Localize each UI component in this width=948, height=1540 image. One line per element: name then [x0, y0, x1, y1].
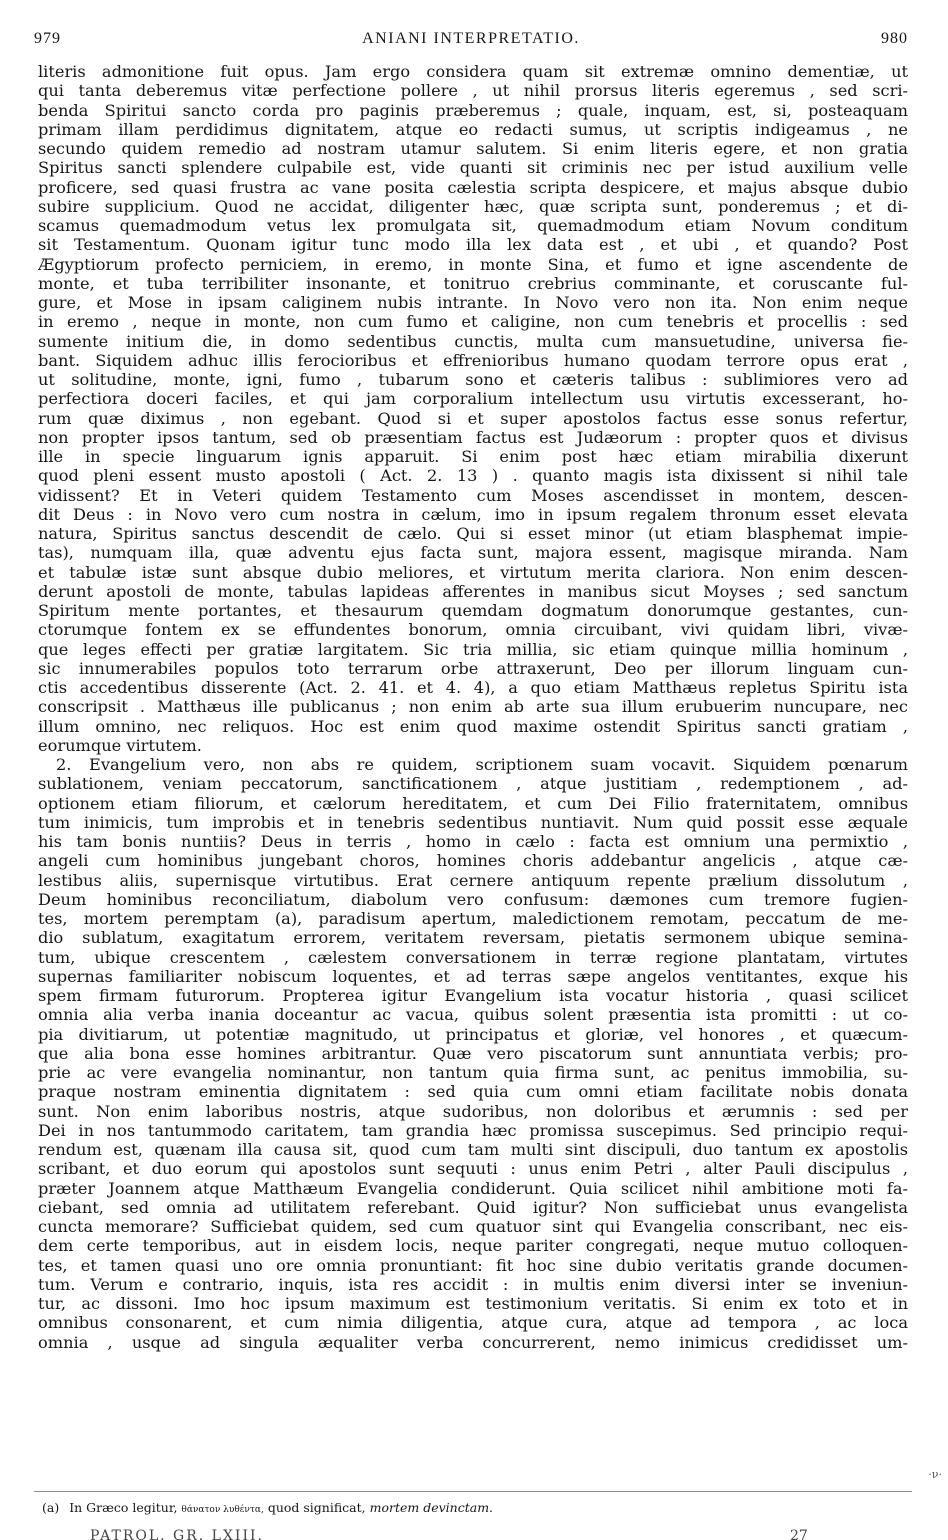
text-line: rendum est, quænam illa causa sit, quod cum tam multi sint discipuli, duo tantum ex apostolis: [38, 1140, 908, 1159]
text-line: omnia alia verba inania doceantur ac vacua, quibus solent præsentia ista promitti : ut co-: [38, 1005, 908, 1025]
footnote-middle: quod significat,: [267, 1500, 366, 1515]
signature-left: PATROL. GR. LXIII.: [90, 1528, 264, 1540]
text-line: optionem etiam filiorum, et cælorum hereditatem, et cum Dei Filio fraternitatem, omnibus: [38, 793, 908, 813]
text-line: derunt apostoli de monte, tabulas lapideas afferentes in manibus sicut Moyses ; sed sanctum: [38, 581, 908, 601]
text-line: praque nostram eminentia dignitatem : sed quia cum omni etiam facilitate nobis donata: [38, 1082, 908, 1102]
text-line: sublationem, veniam peccatorum, sanctificationem , atque justitiam , redemptionem , ad-: [38, 774, 908, 794]
text-line: tes, et tamen quasi uno ore omnia pronuntiant: fit hoc sine dubio veritatis grande documen-: [38, 1255, 908, 1275]
text-line: sunt. Non enim laboribus nostris, atque sudoribus, non doloribus et ærumnis : sed per: [38, 1101, 908, 1121]
text-line: tas), numquam illa, quæ adventu ejus facta sunt, majora essent, magisque miranda. Nam: [38, 543, 908, 563]
text-line: omnia , usque ad singula æqualiter verba concurrerent, nemo inimicus credidisset um-: [38, 1332, 908, 1352]
text-line: supernas familiariter nobiscum loquentes, et ad terras sæpe angelos ventitantes, exque his: [38, 966, 908, 986]
text-line: bant. Siquidem adhuc illis ferocioribus et effrenioribus humano quodam terrore opus erat ,: [38, 350, 908, 370]
text-line: ctis accedentibus disserente (Act. 2. 41. et 4. 4), a quo etiam Matthæus repletus Spiritu ista: [38, 678, 908, 697]
text-line: prie ac vere evangelia nominantur, non tantum quia firma sunt, ac penitus immobilia, su-: [38, 1063, 908, 1082]
text-line: dio sublatum, exagitatum errorem, veritatem reversam, pietatis sermonem ubique semina-: [38, 928, 908, 948]
right-column-number: 980: [881, 30, 908, 47]
text-line: spem firmam futurorum. Propterea igitur Evangelium ista vocatur historia , quasi scilicet: [38, 986, 908, 1005]
left-column-number: 979: [34, 30, 61, 47]
text-line: illum omnino, nec reliquos. Hoc est enim quod maxime ostendit Spiritus sancti gratiam ,: [38, 716, 908, 736]
text-line: ciebant, sed omnia ad utilitatem referebant. Quid igitur? Non sufficiebat unus evangelista: [38, 1197, 908, 1217]
text-line: Spiritus sancti splendere culpabile est, vide quanti sit criminis nec per istud auxilium velle: [38, 158, 908, 178]
text-line: secundo quidem remedio ad nostram utamur salutem. Si enim literis egere, et non gratia: [38, 139, 908, 158]
text-line: natura, Spiritus sanctus descendit de cælo. Qui si esset minor (ut etiam blasphemat impie-: [38, 524, 908, 543]
text-line: dem certe temporibus, aut in eisdem locis, neque pariter congregati, neque mutuo colloquen-: [38, 1236, 908, 1256]
text-line: tur, ac dissoni. Imo hoc ipsum maximum est testimonium veritatis. Si enim ex toto et in: [38, 1294, 908, 1313]
text-line: his tam bonis nuntiis? Deus in terris , homo in cælo : facta est omnium una permixtio ,: [38, 832, 908, 851]
text-line: subire supplicium. Quod ne accidat, diligenter hæc, quæ scripta sunt, ponderemus ; et di-: [38, 196, 908, 216]
text-line: qui tanta deberemus vitæ perfectione pollere , ut nihil prorsus literis egeremus , sed scri-: [38, 81, 908, 101]
text-line: sumente initium die, in domo sedentibus cunctis, multa cum mansuetudine, universa fie-: [38, 331, 908, 351]
text-line: Dei in nos tantummodo caritatem, tam grandia hæc promissa suscepimus. Sed principio requi-: [38, 1120, 908, 1140]
running-title: ANIANI INTERPRETATIO.: [362, 30, 580, 47]
text-line: in eremo , neque in monte, non cum fumo et caligine, non cum tenebris et procellis : sed: [38, 312, 908, 332]
body-text: [38, 62, 908, 1352]
text-line: tum. Verum e contrario, inquis, ista res accidit : in multis enim diversi inter se inveniun-: [38, 1274, 908, 1294]
text-line: dit Deus : in Novo vero cum nostra in cælum, imo in ipsum regalem thronum esset elevata: [38, 504, 908, 524]
text-line: præter Joannem atque Matthæum Evangelia condiderunt. Quia scilicet nihil ambitione moti fa-: [38, 1178, 908, 1198]
text-line: tum, ubique crescentem , cælestem conversationem in terræ regione plantatam, virtutes: [38, 947, 908, 967]
text-line: tum inimicis, tum improbis et in tenebris sedentibus nuntiavit. Num quid possit esse æquale: [38, 812, 908, 832]
text-line: literis admonitione fuit opus. Jam ergo considera quam sit extremæ omnino dementiæ, ut: [38, 62, 908, 81]
text-line: non propter ipsos tantum, sed ob præsentiam factus est Judæorum : propter quos et divisus: [38, 427, 908, 447]
text-line: eorumque virtutem.: [38, 735, 202, 755]
footnote: [42, 1500, 493, 1515]
text-line: que leges effecti per gratiæ largitatem. Sic tria millia, sic etiam quinque millia hominum ,: [38, 639, 908, 659]
text-line: gure, et Mose in ipsam caliginem nubis intrante. In Novo vero non ita. Non enim neque: [38, 293, 908, 312]
bottom-signature: [90, 1528, 890, 1540]
scan-mark: ·ν·: [928, 1468, 942, 1481]
signature-right: 27: [790, 1528, 808, 1540]
text-line: monte, et tuba terribiliter insonante, et tonitruo crebrius comminante, et coruscante ful-: [38, 273, 908, 293]
text-line: rum quæ diximus , non egebant. Quod si et super apostolos factus esse sonus refertur,: [38, 408, 908, 428]
footnote-rule: [34, 1491, 912, 1492]
text-line: tes, mortem peremptam (a), paradisum apertum, maledictionem remotam, peccatum de me-: [38, 909, 908, 928]
text-line: ille in specie linguarum ignis apparuit. Si enim post hæc etiam mirabilia dixerunt: [38, 447, 908, 466]
footnote-lead: In Græco legitur,: [69, 1500, 178, 1515]
text-line: scamus quemadmodum vetus lex promulgata sit, quemadmodum etiam Novum conditum: [38, 216, 908, 235]
text-line: perfectiora doceri faciles, et qui jam corporalium intellectum usu virtutis excesserant, ho-: [38, 389, 908, 409]
running-head: [34, 30, 908, 52]
text-line: pia divitiarum, ut potentiæ magnitudo, ut principatus et gloriæ, vel honores , et quæcum-: [38, 1024, 908, 1044]
text-line: Deum hominibus reconciliatum, diabolum vero confusum: dæmones cum tremore fugien-: [38, 889, 908, 909]
text-line: omnibus consonarent, et cum nimia diligentia, atque cura, atque ad tempora , ac loca: [38, 1313, 908, 1333]
text-line: conscripsit . Matthæus ille publicanus ; non enim ab arte sua illum erubuerim nuncupare, nec: [38, 697, 908, 717]
text-line: proficere, sed quasi frustra ac vane posita cælestia scripta despicere, et majus absque dubio: [38, 177, 908, 197]
text-line: cuncta memorare? Sufficiebat quidem, sed cum quatuor sint qui Evangelia conscribant, nec eis-: [38, 1217, 908, 1236]
text-line: lestibus aliis, supernisque virtutibus. Erat cernere antiquum repente prælium dissolutum ,: [38, 870, 908, 890]
text-line: angeli cum hominibus jungebant choros, homines choris addebantur angelicis , atque cæ-: [38, 851, 908, 871]
text-line: sit Testamentum. Quonam igitur tunc modo illa lex data est , et ubi , et quando? Post: [38, 235, 908, 255]
text-line: ut solitudine, monte, igni, fumo , tubarum sono et cæteris talibus : sublimiores vero ad: [38, 370, 908, 389]
text-line: primam illam perdidimus dignitatem, atque eo redacti sumus, ut scriptis indigeamus , ne: [38, 119, 908, 139]
footnote-mark: (a): [42, 1500, 60, 1515]
text-line: sic innumerabiles populos toto terrarum orbe attraxerunt, Deo per illorum linguam cun-: [38, 658, 908, 678]
text-line: vidissent? Et in Veteri quidem Testamento cum Moses ascendisset in montem, descen-: [38, 485, 908, 505]
text-line: scribant, et duo eorum qui apostolos sunt sequuti : unus enim Petri , alter Pauli discipulus ,: [38, 1159, 908, 1179]
text-line: benda Spiritui sancto corda pro paginis præberemus ; quale, inquam, est, si, posteaquam: [38, 100, 908, 120]
text-line: que alia bona esse homines arbitrantur. Quæ vero piscatorum sunt annuntiata verbis; pro-: [38, 1043, 908, 1063]
text-line: quod pleni essent musto apostoli ( Act. 2. 13 ) . quanto magis ista dixissent si nihil tale: [38, 466, 908, 486]
footnote-italic: mortem devinctam.: [369, 1500, 494, 1515]
text-line: 2. Evangelium vero, non abs re quidem, scriptionem suam vocavit. Siquidem pœnarum: [56, 755, 908, 774]
text-line: Ægyptiorum profecto perniciem, in eremo, in monte Sina, et fumo et igne ascendente de: [38, 254, 908, 274]
footnote-greek: θάνατον λυθέντα,: [181, 1505, 264, 1515]
text-line: et tabulæ istæ sunt absque dubio meliores, et virtutum merita clariora. Non enim descen-: [38, 562, 908, 582]
text-line: Spiritum mente portantes, et thesaurum quemdam dogmatum donorumque gestantes, cun-: [38, 601, 908, 620]
text-line: ctorumque fontem ex se effundentes bonorum, omnia circuibant, vivi quidam libri, vivæ-: [38, 620, 908, 640]
